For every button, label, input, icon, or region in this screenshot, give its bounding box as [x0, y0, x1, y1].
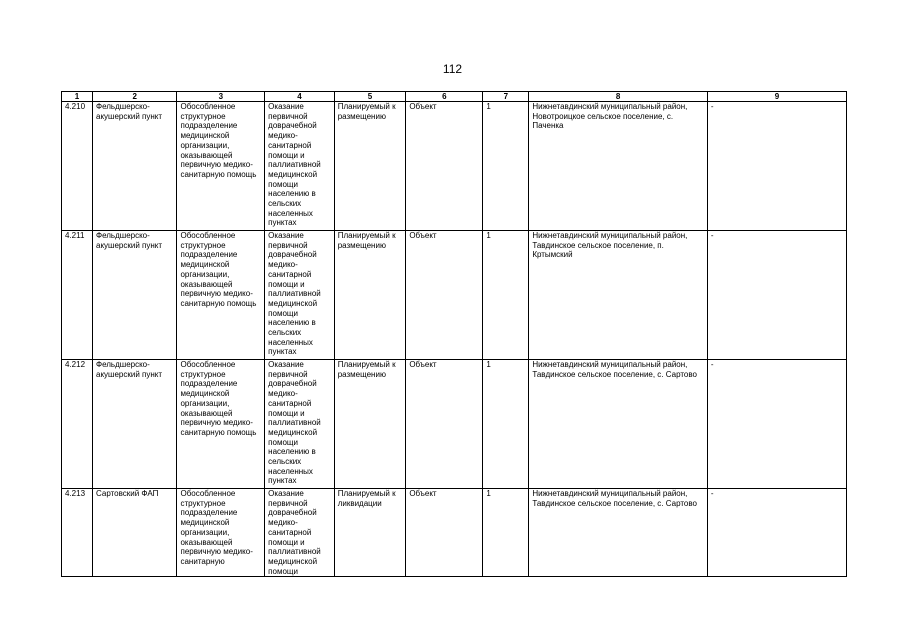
cell-purpose: Оказание первичной доврачебной медико-санитарной помощи и паллиативной медицинской помощи населению в сельских населенных пунктах	[265, 102, 335, 231]
cell-location: Нижнетавдинский муниципальный район, Тавдинское сельское поселение, п. Кртымский	[529, 231, 708, 360]
cell-type: Обособленное структурное подразделение медицинской организации, оказывающей первичную медико-санитарную	[177, 489, 265, 577]
cell-status: Планируемый к размещению	[334, 102, 406, 231]
page-number: 112	[442, 62, 463, 76]
cell-location: Нижнетавдинский муниципальный район, Тавдинское сельское поселение, с. Сартово	[529, 360, 708, 489]
cell-unit: Объект	[406, 231, 483, 360]
column-header: 5	[334, 92, 406, 102]
cell-zone: -	[707, 102, 846, 231]
cell-unit: Объект	[406, 360, 483, 489]
table-row	[62, 360, 847, 489]
table-header-row	[62, 92, 847, 102]
cell-quantity: 1	[483, 102, 529, 231]
cell-zone: -	[707, 231, 846, 360]
column-header: 2	[93, 92, 177, 102]
cell-quantity: 1	[483, 489, 529, 577]
objects-table	[61, 91, 847, 577]
column-header: 9	[707, 92, 846, 102]
table-row	[62, 231, 847, 360]
cell-name: Сартовский ФАП	[93, 489, 177, 577]
cell-number: 4.213	[62, 489, 93, 577]
cell-quantity: 1	[483, 360, 529, 489]
cell-name: Фельдшерско-акушерский пункт	[93, 231, 177, 360]
cell-purpose: Оказание первичной доврачебной медико-санитарной помощи и паллиативной медицинской помощи населению в сельских населенных пунктах	[265, 231, 335, 360]
table-row	[62, 102, 847, 231]
cell-location: Нижнетавдинский муниципальный район, Новотроицкое сельское поселение, с. Паченка	[529, 102, 708, 231]
table-row	[62, 489, 847, 577]
cell-purpose: Оказание первичной доврачебной медико-санитарной помощи и паллиативной медицинской помощи населению в сельских населенных пунктах	[265, 360, 335, 489]
cell-number: 4.210	[62, 102, 93, 231]
column-header: 7	[483, 92, 529, 102]
cell-type: Обособленное структурное подразделение медицинской организации, оказывающей первичную медико-санитарную помощь	[177, 102, 265, 231]
cell-purpose: Оказание первичной доврачебной медико-санитарной помощи и паллиативной медицинской помощи	[265, 489, 335, 577]
cell-location: Нижнетавдинский муниципальный район, Тавдинское сельское поселение, с. Сартово	[529, 489, 708, 577]
column-header: 3	[177, 92, 265, 102]
column-header: 1	[62, 92, 93, 102]
cell-unit: Объект	[406, 489, 483, 577]
column-header: 8	[529, 92, 708, 102]
cell-quantity: 1	[483, 231, 529, 360]
cell-type: Обособленное структурное подразделение медицинской организации, оказывающей первичную медико-санитарную помощь	[177, 231, 265, 360]
column-header: 4	[265, 92, 335, 102]
cell-zone: -	[707, 360, 846, 489]
cell-number: 4.211	[62, 231, 93, 360]
cell-status: Планируемый к ликвидации	[334, 489, 406, 577]
cell-name: Фельдшерско-акушерский пункт	[93, 360, 177, 489]
cell-unit: Объект	[406, 102, 483, 231]
cell-type: Обособленное структурное подразделение медицинской организации, оказывающей первичную медико-санитарную помощь	[177, 360, 265, 489]
cell-number: 4.212	[62, 360, 93, 489]
column-header: 6	[406, 92, 483, 102]
cell-status: Планируемый к размещению	[334, 360, 406, 489]
cell-zone: -	[707, 489, 846, 577]
cell-status: Планируемый к размещению	[334, 231, 406, 360]
cell-name: Фельдшерско-акушерский пункт	[93, 102, 177, 231]
